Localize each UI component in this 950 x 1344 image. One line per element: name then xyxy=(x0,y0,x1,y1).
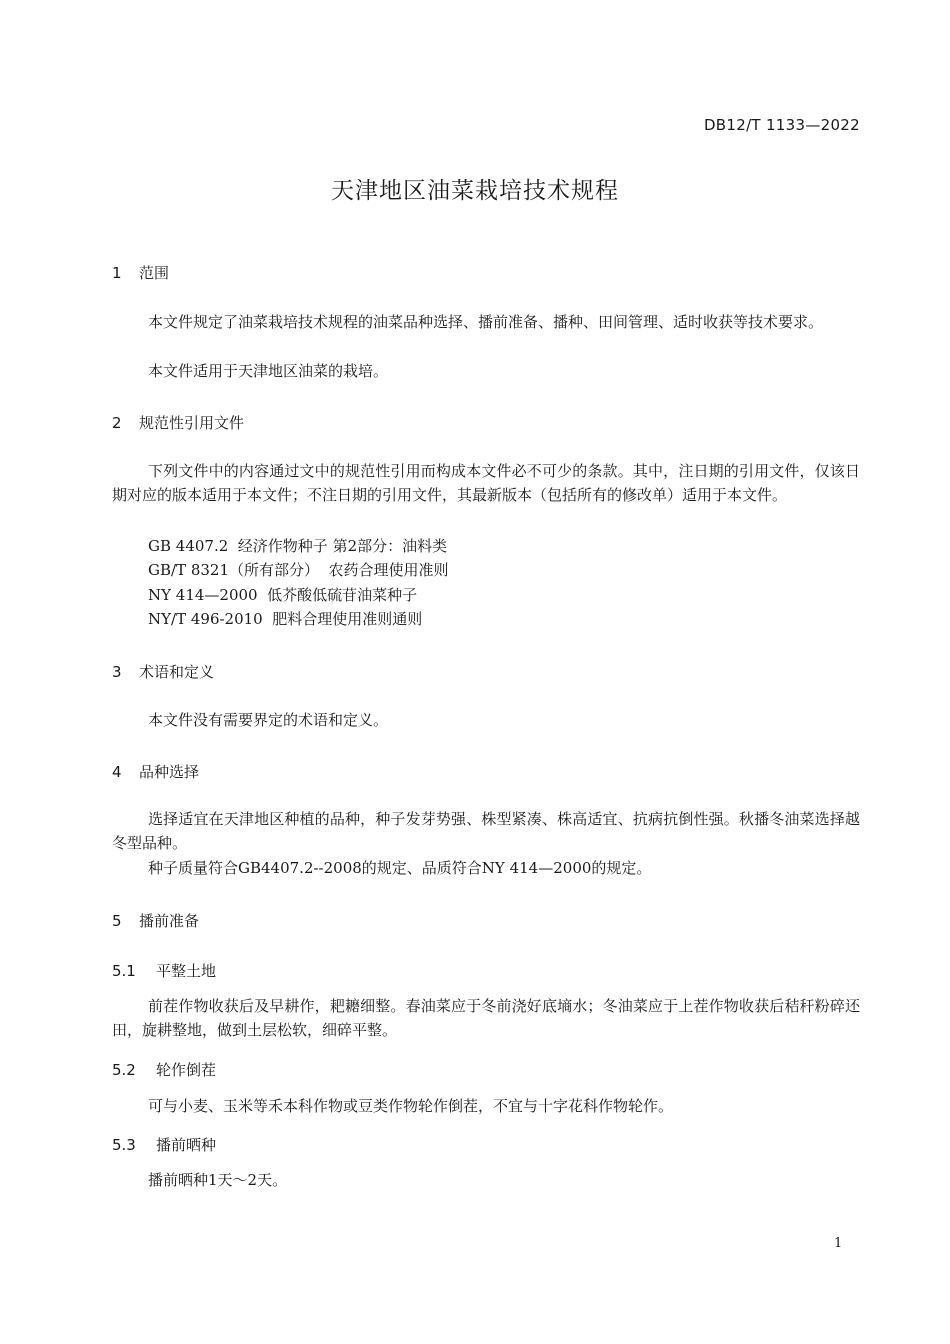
section-heading-normative-references xyxy=(112,412,244,433)
subsection-heading-seed-drying xyxy=(112,1134,216,1155)
paragraph: 下列文件中的内容通过文中的规范性引用而构成本文件必不可少的条款。其中，注日期的引用文件，仅该日期对应的版本适用于本文件；不注日期的引用文件，其最新版本（包括所有的修改单）适用于本文件。 xyxy=(112,462,860,504)
section-number: 4 xyxy=(112,763,122,781)
document-code: DB12/T 1133—2022 xyxy=(703,116,860,134)
reference-item: NY/T 496-2010 肥料合理使用准则通则 xyxy=(148,610,423,628)
subsection-heading-land-leveling xyxy=(112,960,216,981)
subsection-number: 5.1 xyxy=(112,962,136,980)
section-number: 3 xyxy=(112,663,122,681)
section-title: 规范性引用文件 xyxy=(139,414,245,432)
paragraph: 本文件没有需要界定的术语和定义。 xyxy=(148,711,389,729)
subsection-title: 轮作倒茬 xyxy=(156,1061,217,1079)
page-number: 1 xyxy=(834,1236,843,1251)
subsection-number: 5.2 xyxy=(112,1061,136,1079)
paragraph: 种子质量符合GB4407.2--2008的规定、品质符合NY 414—2000的规定。 xyxy=(148,859,652,877)
section-title: 术语和定义 xyxy=(139,663,215,681)
paragraph: 前茬作物收获后及早耕作，耙耱细整。春油菜应于冬前浇好底墒水；冬油菜应于上茬作物收获后秸秆粉碎还田，旋耕整地，做到土层松软，细碎平整。 xyxy=(112,997,860,1039)
subsection-title: 播前晒种 xyxy=(156,1136,217,1154)
section-title: 范围 xyxy=(139,264,170,282)
reference-item: GB/T 8321（所有部分） 农药合理使用准则 xyxy=(148,561,449,579)
section-heading-pre-sowing xyxy=(112,910,199,931)
paragraph: 本文件规定了油菜栽培技术规程的油菜品种选择、播前准备、播种、田间管理、适时收获等技术要求。 xyxy=(148,313,824,331)
section-number: 2 xyxy=(112,414,122,432)
section-number: 5 xyxy=(112,912,122,930)
paragraph: 选择适宜在天津地区种植的品种，种子发芽势强、株型紧凑、株高适宜、抗病抗倒性强。秋播冬油菜选择越冬型品种。 xyxy=(112,810,860,852)
subsection-number: 5.3 xyxy=(112,1136,136,1154)
section-title: 品种选择 xyxy=(139,763,200,781)
section-number: 1 xyxy=(112,264,122,282)
paragraph: 播前晒种1天～2天。 xyxy=(148,1171,288,1189)
document-title: 天津地区油菜栽培技术规程 xyxy=(331,178,619,204)
paragraph: 可与小麦、玉米等禾本科作物或豆类作物轮作倒茬，不宜与十字花科作物轮作。 xyxy=(148,1097,674,1115)
section-title: 播前准备 xyxy=(139,912,200,930)
subsection-title: 平整土地 xyxy=(156,962,217,980)
reference-item: GB 4407.2 经济作物种子 第2部分：油料类 xyxy=(148,537,448,555)
section-heading-terms xyxy=(112,661,214,682)
paragraph: 本文件适用于天津地区油菜的栽培。 xyxy=(148,362,389,380)
reference-item: NY 414—2000 低芥酸低硫苷油菜种子 xyxy=(148,586,418,604)
section-heading-scope xyxy=(112,262,169,283)
subsection-heading-crop-rotation xyxy=(112,1059,216,1080)
section-heading-variety-selection xyxy=(112,761,199,782)
